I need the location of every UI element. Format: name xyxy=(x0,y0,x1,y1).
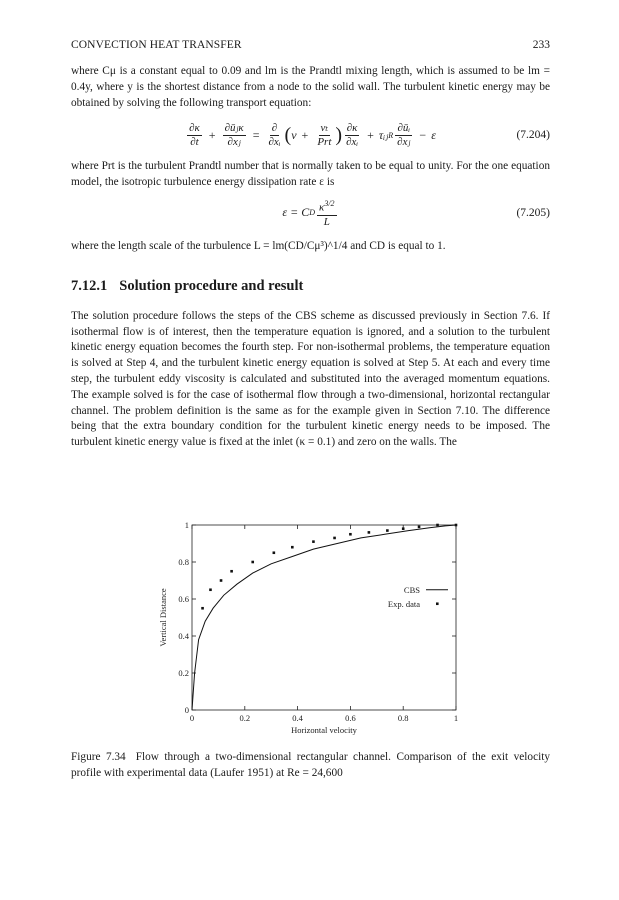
page-body xyxy=(71,38,550,451)
frac-nut-prt: $\frac{\text{νₜ}}{\text{Prt}}$ xyxy=(317,121,332,148)
paragraph-2: where Prt is the turbulent Prandtl number that is normally taken to be equal to unity. For the one equation model, the isotropic turbulence energy dissipation rate ε is xyxy=(71,160,550,189)
exp-data-point xyxy=(251,561,254,564)
legend-label: Exp. data xyxy=(387,598,420,609)
exp-data-point xyxy=(368,531,371,534)
exp-data-point xyxy=(402,527,405,530)
paragraph-3: where the length scale of the turbulence L = lm(CD/Cμ³)^1/4 and CD is equal to 1. xyxy=(71,239,446,252)
exp-data-point xyxy=(201,607,204,610)
exp-data-point xyxy=(312,540,315,543)
x-tick-label: 0.4 xyxy=(292,713,303,723)
figure-label: Figure 7.34 xyxy=(71,751,126,763)
exp-data-point xyxy=(455,524,458,527)
equation-7-205: ε = C D $\frac{\kappa^{3/2}}{L}$ (7.205) xyxy=(282,199,550,228)
exp-data-point xyxy=(386,529,389,532)
y-axis-label: Vertical Distance xyxy=(158,588,168,647)
chapter-title: CONVECTION HEAT TRANSFER xyxy=(71,39,242,51)
x-tick-label: 0.8 xyxy=(397,713,409,723)
paragraph-4: The solution procedure follows the steps of the CBS scheme as discussed previously in Section 7.6. If isothermal flow is of interest, then the temperature equation is ignored, and a solution to the turbulent kinetic energy equation becomes the fourth step. For non-isothermal problems, the temperature equation is solved at Step 4, and the turbulent kinetic energy equation is solved at Step 5. At each and every time step, the turbulent eddy viscosity is calculated and substituted into the averaged momentum equations. The example solved is for the case of isothermal flow through a two-dimensional, horizontal rectangular channel. The problem definition is the same as for the example given in Section 7.10. The difference being that the extra boundary condition for the turbulent kinetic energy needs to be imposed. The turbulent kinetic energy value is fixed at the inlet (κ = 0.1) and zero on the walls. The xyxy=(71,309,550,449)
exp-data-point xyxy=(349,533,352,536)
exp-data-point xyxy=(230,570,233,573)
frac-d-dxi: $\frac{\partial}{\text{∂xᵢ}}$ xyxy=(268,121,281,148)
cbs-series-line xyxy=(192,525,456,710)
legend-label: CBS xyxy=(403,584,420,595)
y-tick-label: 1 xyxy=(184,520,189,530)
exp-data-point xyxy=(436,524,439,527)
exp-data-point xyxy=(220,579,223,582)
frac-k-l: $\frac{\kappa^{3/2}}{L}$ xyxy=(319,199,335,228)
x-tick-label: 1 xyxy=(453,713,459,723)
x-axis-label: Horizontal velocity xyxy=(291,725,357,735)
y-tick-label: 0.6 xyxy=(178,594,189,604)
frac-duk-dx: $\frac{\text{∂ūⱼκ}}{\text{∂xⱼ}}$ xyxy=(224,121,244,148)
equation-number: (7.205) xyxy=(516,206,550,219)
running-head xyxy=(71,38,550,52)
plot-frame xyxy=(192,525,456,710)
legend-point-swatch xyxy=(436,602,439,605)
section-heading: 7.12.1 Solution procedure and result xyxy=(71,277,304,294)
equation-7-204: $\frac{\partial\kappa}{\partial t}$ + $\frac{\text{∂ūⱼκ}}{\text{∂xⱼ}}$ = $\frac{\partial}{\text{∂xᵢ}}$ ( ν + $\frac{\text{νₜ}}{\text{Prt}}$ ) $\frac{\partial\kappa}{\text{∂xᵢ}}$ + τᵢⱼ R $\frac{\text{∂ūᵢ}}{\text{∂xⱼ}}$ − ε (7.204) xyxy=(189,121,550,148)
exp-data-point xyxy=(273,551,276,554)
y-tick-label: 0.2 xyxy=(178,668,189,678)
exp-data-point xyxy=(333,537,336,540)
x-tick-label: 0.6 xyxy=(345,713,356,723)
exp-data-point xyxy=(418,526,421,529)
exp-data-point xyxy=(209,588,212,591)
frac-dk-dt: $\frac{\partial\kappa}{\partial t}$ xyxy=(189,121,200,148)
figure-caption xyxy=(71,750,550,782)
velocity-profile-chart xyxy=(152,515,472,740)
page-number: 233 xyxy=(532,39,550,51)
y-tick-label: 0 xyxy=(184,705,189,715)
x-tick-label: 0.2 xyxy=(239,713,251,723)
frac-dui-dxj: $\frac{\text{∂ūᵢ}}{\text{∂xⱼ}}$ xyxy=(397,121,411,148)
exp-data-point xyxy=(291,546,294,549)
equation-number: (7.204) xyxy=(516,129,550,142)
frac-dk-dxi: $\frac{\partial\kappa}{\text{∂xᵢ}}$ xyxy=(346,121,359,148)
y-tick-label: 0.8 xyxy=(178,557,189,567)
caption-text: Flow through a two-dimensional rectangular channel. Comparison of the exit velocity profile with experimental data (Laufer 1951) at Re = 24,600 xyxy=(71,751,551,779)
y-tick-label: 0.4 xyxy=(178,631,189,641)
paragraph-1: where Cμ is a constant equal to 0.09 and lm is the Prandtl mixing length, which is assumed to be lm = 0.4y, where y is the shortest distance from a node to the solid wall. The turbulent kinetic energy may be obtained by solving the following transport equation: xyxy=(71,65,550,109)
x-tick-label: 0 xyxy=(189,713,195,723)
